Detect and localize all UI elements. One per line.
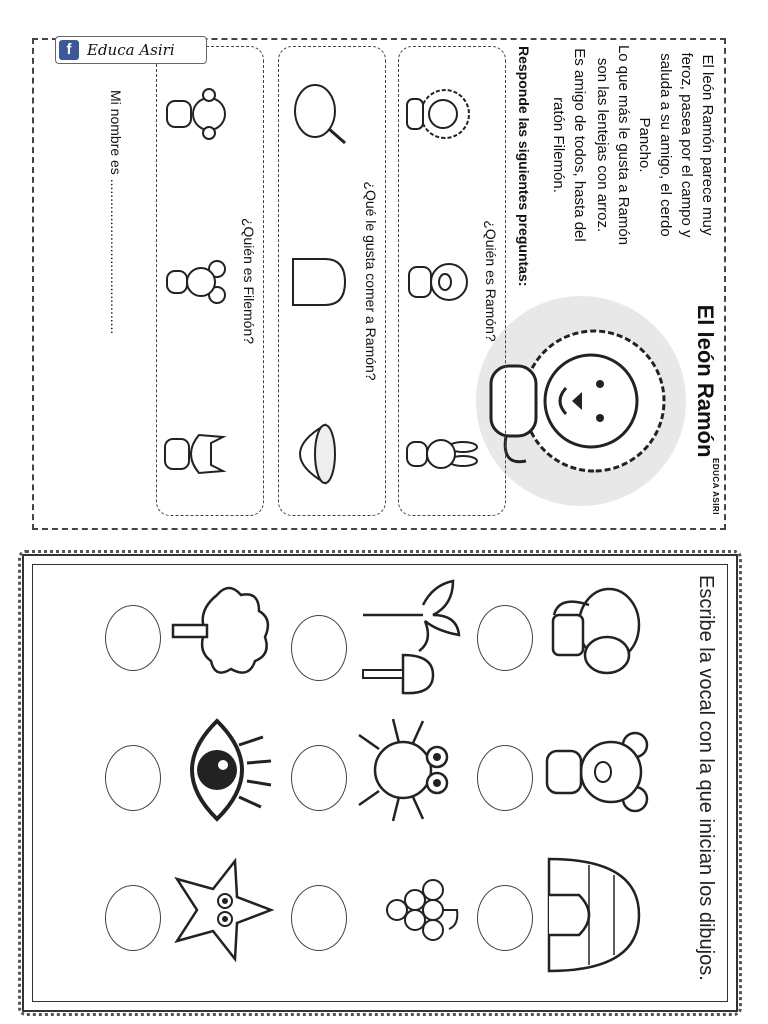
questions-heading: Responde las siguientes preguntas: <box>516 46 532 287</box>
palm-tree-icon <box>353 575 463 695</box>
story-worksheet <box>32 38 726 530</box>
igloo-icon <box>539 855 649 975</box>
cat-option-icon[interactable] <box>161 417 233 491</box>
monkey-option-icon[interactable] <box>161 77 233 151</box>
rabbit-option-icon[interactable] <box>403 417 475 491</box>
question-1-text: ¿Quién es Ramón? <box>483 220 499 342</box>
vowel-worksheet <box>22 554 738 1012</box>
star-icon <box>167 855 277 965</box>
question-1-box <box>398 46 506 516</box>
elephant-icon <box>539 575 649 685</box>
answer-circle[interactable] <box>105 885 161 951</box>
lentil-bowl-option-icon[interactable] <box>283 417 355 491</box>
eye-icon <box>167 715 277 825</box>
bread-option-icon[interactable] <box>283 245 355 319</box>
answer-circle[interactable] <box>477 885 533 951</box>
spider-icon <box>353 715 463 825</box>
question-2-text: ¿Qué le gusta comer a Ramón? <box>363 181 379 381</box>
answer-circle[interactable] <box>291 745 347 811</box>
lion-icon <box>476 296 686 506</box>
eye-cell <box>117 715 277 845</box>
story-title: El león Ramón <box>693 304 718 458</box>
badge-text: Educa Asiri <box>87 41 175 59</box>
grapes-icon <box>353 855 463 965</box>
facebook-icon: f <box>59 40 79 60</box>
grapes-cell <box>303 855 463 985</box>
answer-circle[interactable] <box>477 745 533 811</box>
answer-circle[interactable] <box>291 615 347 681</box>
chicken-option-icon[interactable] <box>283 77 355 151</box>
story-paragraph-3: Es amigo de todos, hasta del ratón Filemón. <box>550 48 588 242</box>
story-paragraph-1: El león Ramón parece muy feroz, pasea por el campo y saluda a su amigo, el cerdo Pancho. <box>636 52 716 238</box>
bear-cell <box>489 715 649 845</box>
elephant-cell <box>489 575 649 705</box>
tree-cell <box>117 575 277 705</box>
star-cell <box>117 855 277 985</box>
lion-illustration <box>476 296 686 506</box>
spider-cell <box>303 715 463 845</box>
name-field[interactable]: Mi nombre es ........................................ <box>108 90 124 335</box>
educa-asiri-badge <box>55 36 207 64</box>
question-3-text: ¿Quién es Filemón? <box>241 217 257 345</box>
palm-tree-cell <box>303 575 463 705</box>
vowel-instruction: Escribe la vocal con la que inician los dibujos. <box>695 575 717 981</box>
question-3-box <box>156 46 264 516</box>
brand-logo: EDUCA ASIRI <box>711 458 720 515</box>
story-paragraph-2: Lo que más le gusta a Ramón son las lentejas con arroz. <box>594 44 632 246</box>
answer-circle[interactable] <box>105 745 161 811</box>
bear-icon <box>539 715 649 825</box>
igloo-cell <box>489 855 649 985</box>
tree-icon <box>167 575 277 685</box>
question-2-box <box>278 46 386 516</box>
pig-option-icon[interactable] <box>403 245 475 319</box>
answer-circle[interactable] <box>105 605 161 671</box>
lion-option-icon[interactable] <box>403 77 475 151</box>
mouse-option-icon[interactable] <box>161 245 233 319</box>
answer-circle[interactable] <box>477 605 533 671</box>
answer-circle[interactable] <box>291 885 347 951</box>
